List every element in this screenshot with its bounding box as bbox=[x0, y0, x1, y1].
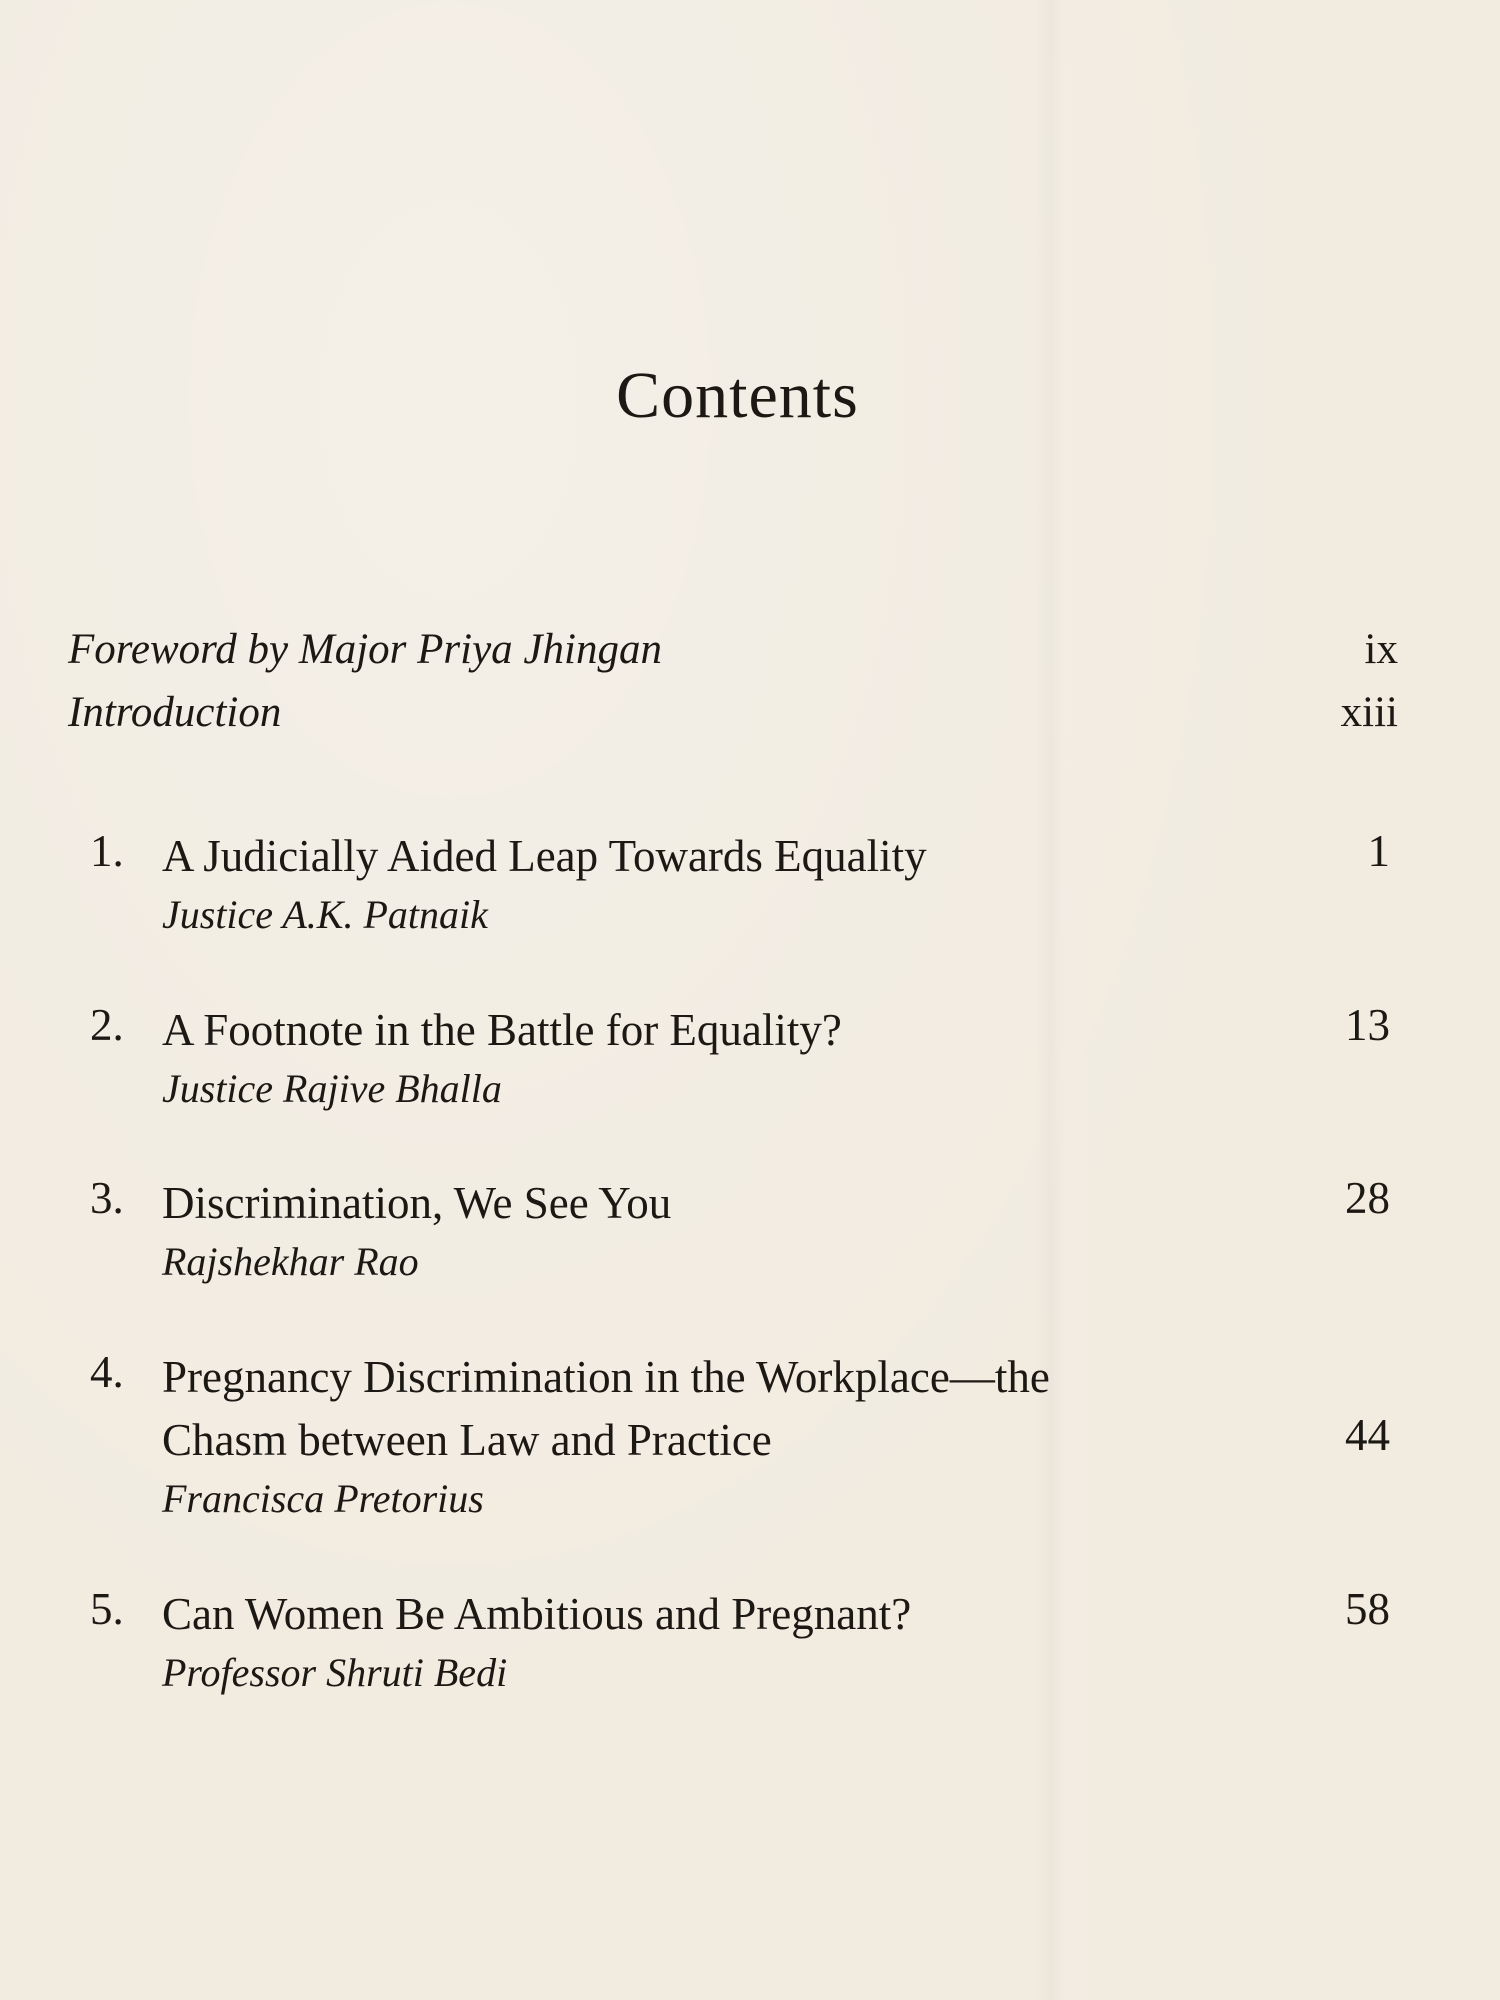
front-matter-page: ix bbox=[1364, 626, 1398, 673]
chapter-number: 3. bbox=[90, 1173, 124, 1223]
chapter-page: 13 bbox=[1345, 1000, 1390, 1050]
chapter-number: 2. bbox=[90, 1000, 124, 1050]
chapter-author: Justice A.K. Patnaik bbox=[162, 892, 488, 937]
chapter-author: Rajshekhar Rao bbox=[162, 1239, 419, 1284]
chapter-author: Justice Rajive Bhalla bbox=[162, 1066, 502, 1111]
front-matter-item bbox=[68, 625, 1398, 685]
chapter-number: 4. bbox=[90, 1347, 124, 1397]
chapter-title: Can Women Be Ambitious and Pregnant? bbox=[162, 1589, 912, 1639]
front-matter-label: Introduction bbox=[68, 689, 282, 736]
page-title: Contents bbox=[616, 359, 859, 432]
chapter-page: 44 bbox=[1345, 1410, 1390, 1460]
toc-entry bbox=[90, 1172, 1390, 1292]
chapter-number: 5. bbox=[90, 1584, 124, 1634]
toc-entry bbox=[90, 1346, 1390, 1526]
chapter-author: Francisca Pretorius bbox=[162, 1476, 484, 1521]
chapter-page: 58 bbox=[1345, 1584, 1390, 1634]
chapter-title: A Judicially Aided Leap Towards Equality bbox=[162, 831, 927, 881]
chapter-title-line-2: Chasm between Law and Practice bbox=[162, 1415, 772, 1465]
chapter-title: Discrimination, We See You bbox=[162, 1178, 672, 1228]
toc-entry bbox=[90, 825, 1390, 945]
chapter-page: 28 bbox=[1345, 1173, 1390, 1223]
chapter-title-line-1: Pregnancy Discrimination in the Workplace—the bbox=[162, 1352, 1050, 1402]
front-matter-page: xiii bbox=[1340, 689, 1398, 736]
toc-entry bbox=[90, 1583, 1390, 1703]
chapter-title: A Footnote in the Battle for Equality? bbox=[162, 1005, 842, 1055]
chapter-number: 1. bbox=[90, 826, 124, 876]
chapter-author: Professor Shruti Bedi bbox=[162, 1650, 508, 1695]
toc-entry bbox=[90, 999, 1390, 1119]
front-matter-label: Foreword by Major Priya Jhingan bbox=[68, 626, 662, 673]
front-matter-item bbox=[68, 688, 1398, 748]
chapter-page: 1 bbox=[1367, 826, 1390, 876]
